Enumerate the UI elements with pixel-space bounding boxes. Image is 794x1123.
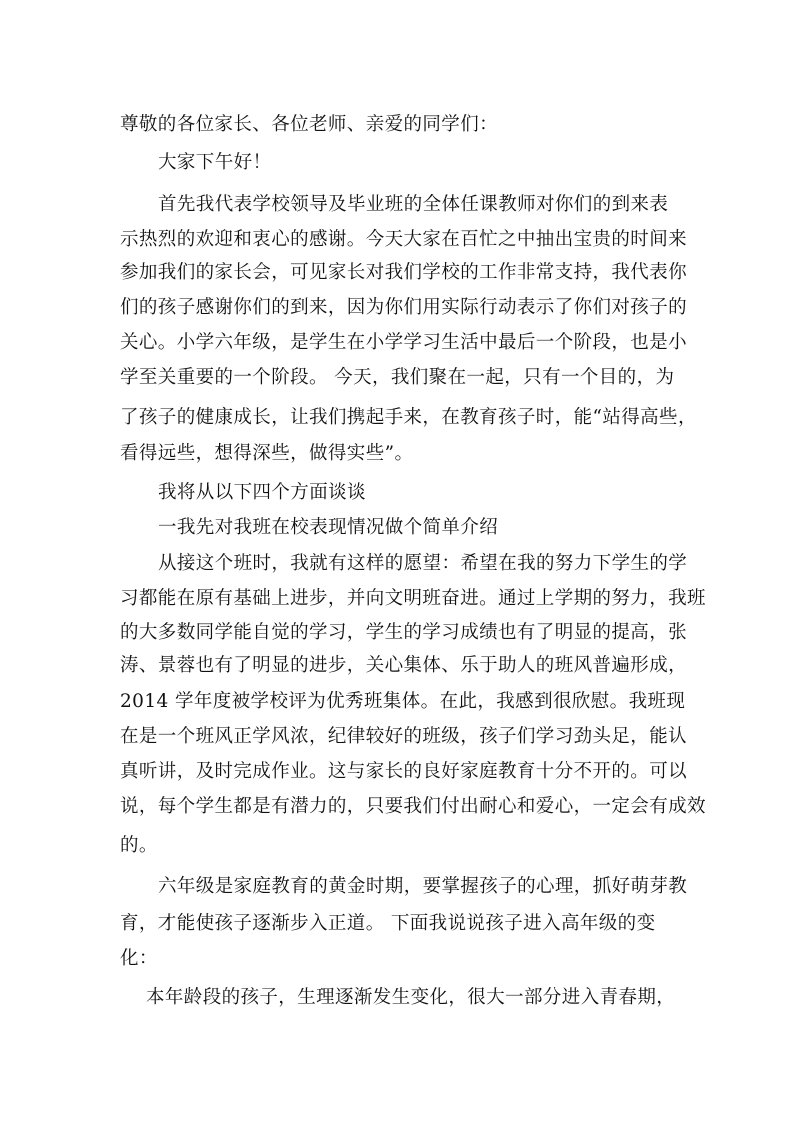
body-line: 育，才能使孩子逐渐步入正道。 下面我说说孩子进入高年级的变 <box>120 913 656 934</box>
body-line: 说，每个学生都是有潜力的，只要我们付出耐心和爱心，一定会有成效 <box>120 796 706 817</box>
body-line: 习都能在原有基础上进步，并向文明班奋进。通过上学期的努力，我班 <box>120 588 706 609</box>
salutation: 尊敬的各位家长、各位老师、亲爱的同学们： <box>120 114 499 135</box>
body-line: 看得远些，想得深些，做得实些”。 <box>120 443 414 464</box>
body-line: 们的孩子感谢你们的到来，因为你们用实际行动表示了你们对孩子的 <box>120 297 688 318</box>
body-line: 参加我们的家长会，可见家长对我们学校的工作非常支持，我代表你 <box>120 262 688 283</box>
body-line: 2014 学年度被学校评为优秀班集体。在此，我感到很欣慰。我班现 <box>120 691 686 712</box>
body-line: 从接这个班时，我就有这样的愿望：希望在我的努力下学生的学 <box>158 553 688 574</box>
body-line: 首先我代表学校领导及毕业班的全体任课教师对你们的到来表 <box>158 194 669 215</box>
body-line: 六年级是家庭教育的黄金时期，要掌握孩子的心理，抓好萌芽教 <box>158 876 688 897</box>
body-line: 在是一个班风正学风浓，纪律较好的班级，孩子们学习劲头足，能认 <box>120 726 688 747</box>
greeting: 大家下午好！ <box>158 152 272 173</box>
body-line: 的。 <box>120 835 158 856</box>
body-line: 关心。小学六年级，是学生在小学学习生活中最后一个阶段，也是小 <box>120 332 688 353</box>
body-line: 示热烈的欢迎和衷心的感谢。今天大家在百忙之中抽出宝贵的时间来 <box>120 229 688 250</box>
section-heading: 一我先对我班在校表现情况做个简单介绍 <box>158 517 499 538</box>
body-line: 涛、景蓉也有了明显的进步，关心集体、乐于助人的班风普遍形成， <box>120 655 688 676</box>
body-line: 本年龄段的孩子，生理逐渐发生变化，很大一部分进入青春期， <box>146 987 676 1008</box>
body-line: 真听讲，及时完成作业。这与家长的良好家庭教育十分不开的。可以 <box>120 761 688 782</box>
body-line: 学至关重要的一个阶段。 今天，我们聚在一起，只有一个目的，为 <box>120 367 675 388</box>
section-intro: 我将从以下四个方面谈谈 <box>158 482 366 503</box>
body-line: 了孩子的健康成长，让我们携起手来，在教育孩子时，能“站得高些， <box>120 407 697 428</box>
body-line: 化： <box>120 948 158 969</box>
body-line: 的大多数同学能自觉的学习，学生的学习成绩也有了明显的提高，张 <box>120 622 688 643</box>
